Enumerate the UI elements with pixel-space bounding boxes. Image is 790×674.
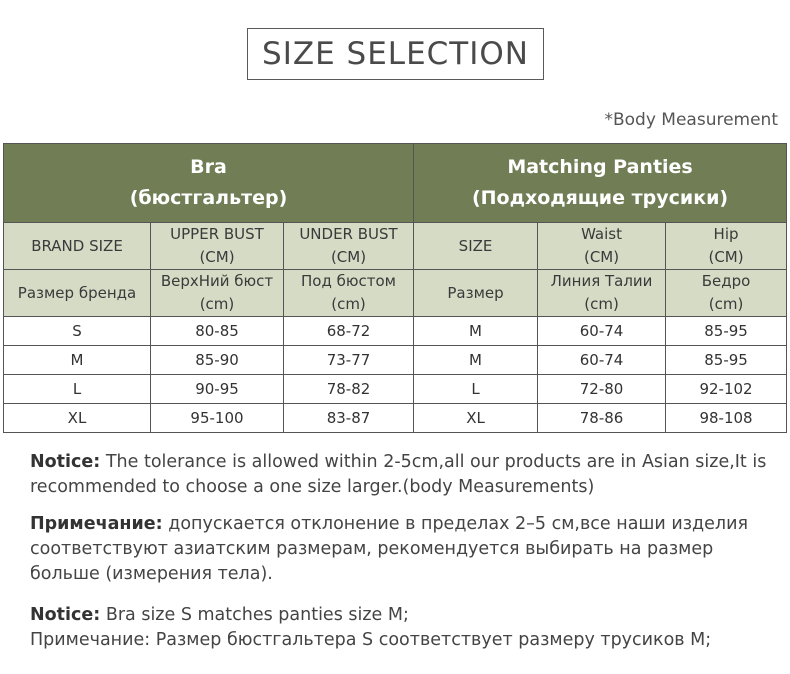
table-cell: 72-80 — [538, 375, 666, 404]
notice-size-match — [30, 603, 770, 628]
table-cell: M — [4, 346, 151, 375]
russian-header-cell — [666, 270, 787, 317]
english-header-label: UPPER BUST — [170, 225, 264, 243]
english-header-label: SIZE — [458, 236, 493, 255]
notice2-ru-label: Примечание: — [30, 630, 151, 650]
russian-header-unit: (cm) — [199, 295, 235, 313]
table-cell: 80-85 — [151, 317, 284, 346]
notice-ru-text: допускается отклонение в пределах 2–5 см,все наши изделия соответствуют азиатским размерам, рекомендуется выбирать на размер больше (измерения тела). — [30, 514, 748, 584]
russian-header-row — [4, 270, 787, 317]
table-cell: XL — [4, 404, 151, 433]
english-header-cell — [538, 223, 666, 270]
english-header-unit: (CM) — [199, 248, 235, 266]
group-header-row — [4, 144, 787, 223]
table-cell: M — [414, 346, 538, 375]
notice2-text: Bra size S matches panties size M; — [100, 605, 409, 625]
panties-group-title: Matching Panties — [507, 156, 693, 178]
table-row — [4, 404, 787, 433]
english-header-unit: (CM) — [330, 248, 367, 266]
russian-header-label: ВерхНий бюст — [160, 272, 274, 290]
table-cell: M — [414, 317, 538, 346]
notice2-ru-text: Размер бюстгальтера S соответствует размеру трусиков M; — [150, 630, 712, 650]
english-header-label: BRAND SIZE — [31, 236, 123, 255]
english-header-label: Hip — [713, 225, 739, 243]
russian-header-cell — [4, 270, 151, 317]
table-cell: S — [4, 317, 151, 346]
bra-group-title: Bra — [190, 156, 227, 178]
table-cell: 83-87 — [284, 404, 414, 433]
english-header-cell — [284, 223, 414, 270]
russian-header-unit: (cm) — [708, 295, 744, 313]
table-cell: 78-86 — [538, 404, 666, 433]
notice-english — [30, 450, 770, 500]
english-header-unit: (CM) — [583, 248, 620, 266]
notice2-label: Notice: — [30, 605, 101, 625]
russian-header-label: Бедро — [701, 272, 751, 290]
russian-header-cell — [151, 270, 284, 317]
table-cell: 73-77 — [284, 346, 414, 375]
table-cell: 60-74 — [538, 346, 666, 375]
russian-header-label: Размер бренда — [17, 283, 137, 302]
russian-header-cell — [284, 270, 414, 317]
bra-group-subtitle: (бюстгальтер) — [129, 187, 288, 209]
table-cell: 85-95 — [666, 346, 787, 375]
english-header-cell — [4, 223, 151, 270]
russian-header-label: Линия Талии — [550, 272, 653, 290]
table-row — [4, 317, 787, 346]
table-cell: 98-108 — [666, 404, 787, 433]
table-cell: XL — [414, 404, 538, 433]
table-cell: 68-72 — [284, 317, 414, 346]
english-header-label: UNDER BUST — [299, 225, 398, 243]
table-cell: 85-90 — [151, 346, 284, 375]
page-title: SIZE SELECTION — [247, 28, 544, 80]
table-row — [4, 346, 787, 375]
size-chart-table — [3, 143, 787, 433]
notice-label: Notice: — [30, 452, 101, 472]
size-table-body — [4, 317, 787, 433]
english-header-cell — [151, 223, 284, 270]
table-cell: L — [414, 375, 538, 404]
table-cell: 78-82 — [284, 375, 414, 404]
english-header-row — [4, 223, 787, 270]
table-cell: 90-95 — [151, 375, 284, 404]
notice-ru-label: Примечание: — [30, 514, 163, 534]
bra-group-header — [4, 144, 414, 223]
table-cell: 85-95 — [666, 317, 787, 346]
english-header-unit: (CM) — [708, 248, 744, 266]
table-row — [4, 375, 787, 404]
table-cell: 95-100 — [151, 404, 284, 433]
english-header-cell — [666, 223, 787, 270]
body-measurement-note: *Body Measurement — [604, 110, 778, 130]
table-cell: 92-102 — [666, 375, 787, 404]
russian-header-cell — [538, 270, 666, 317]
english-header-label: Waist — [581, 225, 622, 243]
panties-group-subtitle: (Подходящие трусики) — [471, 187, 729, 209]
notice-russian — [30, 512, 770, 587]
table-cell: 60-74 — [538, 317, 666, 346]
russian-header-unit: (cm) — [584, 295, 619, 313]
notice-size-match-ru — [30, 628, 790, 653]
russian-header-cell — [414, 270, 538, 317]
english-header-cell — [414, 223, 538, 270]
panties-group-header — [414, 144, 787, 223]
russian-header-unit: (cm) — [331, 295, 366, 313]
notice-text: The tolerance is allowed within 2-5cm,all our products are in Asian size,It is recommended to choose a one size larger.(body Measurements) — [30, 452, 767, 497]
table-cell: L — [4, 375, 151, 404]
russian-header-label: Под бюстом — [301, 272, 396, 290]
russian-header-label: Размер — [447, 283, 504, 302]
